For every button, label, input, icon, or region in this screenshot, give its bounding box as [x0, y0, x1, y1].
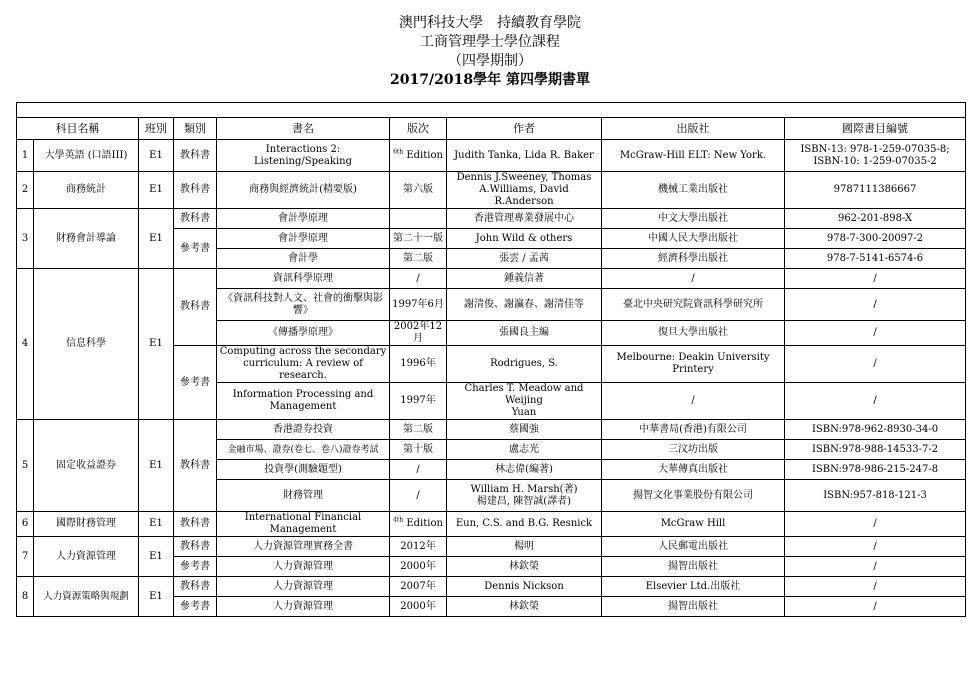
book-isbn: / — [785, 557, 966, 577]
book-publisher: 中文大學出版社 — [602, 209, 785, 229]
book-author: 林志偉(編著) — [447, 460, 602, 480]
book-title: 人力資源管理 — [217, 557, 390, 577]
book-edition: 2002年12月 — [390, 321, 447, 346]
book-publisher: / — [602, 383, 785, 420]
isbn-10: ISBN-10: 1-259-07035-2 — [813, 155, 937, 167]
row-number: 3 — [17, 209, 34, 269]
book-edition: / — [390, 480, 447, 512]
subject-name: 信息科學 — [34, 269, 139, 420]
title-line: Computing across the secondary — [219, 346, 387, 357]
book-edition: 第二十一版 — [390, 229, 447, 249]
book-isbn: 9787111386667 — [785, 172, 966, 209]
book-publisher: 經濟科學出版社 — [602, 249, 785, 269]
book-title: 會計學原理 — [217, 229, 390, 249]
book-type: 教科書 — [174, 209, 217, 229]
book-publisher: / — [602, 269, 785, 289]
book-publisher: 人民郵電出版社 — [602, 537, 785, 557]
book-edition: 1996年 — [390, 346, 447, 383]
book-edition — [390, 512, 447, 537]
book-author: 鍾義信著 — [447, 269, 602, 289]
author-line: Yuan — [511, 407, 537, 418]
table-header-row — [17, 118, 966, 140]
edition-label: Edition — [403, 149, 443, 161]
book-publisher: 中國人民大學出版社 — [602, 229, 785, 249]
book-author: 楊明 — [447, 537, 602, 557]
row-number: 7 — [17, 537, 34, 577]
book-edition: 2000年 — [390, 597, 447, 617]
table-row — [17, 512, 966, 537]
book-author: Eun, C.S. and B.G. Resnick — [447, 512, 602, 537]
book-author: 盧志光 — [447, 440, 602, 460]
book-author: 謝清俊、謝瀛春、謝清佳等 — [447, 289, 602, 321]
subject-name: 人力資源管理 — [34, 537, 139, 577]
book-publisher: 復旦大學出版社 — [602, 321, 785, 346]
book-isbn: / — [785, 512, 966, 537]
book-author: Rodrigues, S. — [447, 346, 602, 383]
book-edition: / — [390, 269, 447, 289]
author-line: A.Williams, David R.Anderson — [479, 184, 569, 207]
class-code: E1 — [139, 140, 174, 172]
book-type: 參考書 — [174, 597, 217, 617]
table-row — [17, 140, 966, 172]
book-edition: 1997年6月 — [390, 289, 447, 321]
book-publisher: Melbourne: Deakin University Printery — [602, 346, 785, 383]
book-type: 教科書 — [174, 537, 217, 557]
col-edition: 版次 — [390, 118, 447, 140]
author-line: Dennis J.Sweeney, Thomas — [456, 172, 592, 183]
book-publisher: 大華傳真出版社 — [602, 460, 785, 480]
table-row — [17, 172, 966, 209]
book-edition: 2000年 — [390, 557, 447, 577]
book-author: 蔡國強 — [447, 420, 602, 440]
book-isbn: ISBN:978-986-215-247-8 — [785, 460, 966, 480]
book-edition: 第十版 — [390, 440, 447, 460]
book-title: 商務與經濟統計(精要版) — [217, 172, 390, 209]
book-title: International Financial Management — [217, 512, 390, 537]
book-isbn — [785, 140, 966, 172]
book-isbn: ISBN:978-962-8930-34-0 — [785, 420, 966, 440]
book-edition: 1997年 — [390, 383, 447, 420]
isbn-13: ISBN-13: 978-1-259-07035-8; — [800, 143, 950, 155]
author-line: 楊建昌, 陳智誠(譯者) — [476, 495, 572, 507]
book-isbn: 978-7-5141-6574-6 — [785, 249, 966, 269]
title-line: Management — [269, 401, 337, 412]
table-row — [17, 420, 966, 440]
book-title: 香港證券投資 — [217, 420, 390, 440]
book-title — [217, 383, 390, 420]
book-title: 《傳播學原理》 — [217, 321, 390, 346]
class-code: E1 — [139, 209, 174, 269]
book-edition: 第二版 — [390, 249, 447, 269]
book-type: 教科書 — [174, 140, 217, 172]
book-isbn: / — [785, 577, 966, 597]
book-edition — [390, 140, 447, 172]
row-number: 2 — [17, 172, 34, 209]
col-title: 書名 — [217, 118, 390, 140]
book-title: 人力資源管理實務全書 — [217, 537, 390, 557]
book-author: John Wild & others — [447, 229, 602, 249]
book-type: 教科書 — [174, 172, 217, 209]
row-number: 5 — [17, 420, 34, 512]
book-edition: 第六版 — [390, 172, 447, 209]
book-title: Interactions 2: Listening/Speaking — [217, 140, 390, 172]
book-isbn: / — [785, 321, 966, 346]
edition-ordinal: 6th — [393, 148, 404, 156]
blank-row — [17, 103, 966, 118]
book-type: 參考書 — [174, 229, 217, 269]
col-type: 類別 — [174, 118, 217, 140]
document-header — [0, 14, 980, 90]
book-type: 參考書 — [174, 346, 217, 420]
col-subject: 科目名稱 — [17, 118, 139, 140]
book-title: 投資學(測驗題型) — [217, 460, 390, 480]
book-isbn: / — [785, 269, 966, 289]
subject-name: 國際財務管理 — [34, 512, 139, 537]
book-publisher: 揚智出版社 — [602, 557, 785, 577]
book-edition: 2012年 — [390, 537, 447, 557]
book-author — [447, 383, 602, 420]
subject-name: 大學英語 (口語III) — [34, 140, 139, 172]
book-edition: 第二版 — [390, 420, 447, 440]
book-type: 教科書 — [174, 577, 217, 597]
class-code: E1 — [139, 577, 174, 617]
author-line: William H. Marsh(著) — [470, 483, 578, 495]
book-isbn: ISBN:957-818-121-3 — [785, 480, 966, 512]
book-isbn: 962-201-898-X — [785, 209, 966, 229]
row-number: 8 — [17, 577, 34, 617]
author-line: Charles T. Meadow and Weijing — [464, 383, 584, 406]
row-number: 4 — [17, 269, 34, 420]
table-row — [17, 269, 966, 289]
book-title: 《資訊科技對人文、社會的衝擊與影響》 — [217, 289, 390, 321]
book-title: 資訊科學原理 — [217, 269, 390, 289]
program-subtitle: （四學期制） — [448, 53, 532, 69]
program-title: 工商管理學士學位課程 — [420, 34, 560, 50]
book-author: Judith Tanka, Lida R. Baker — [447, 140, 602, 172]
edition-label: Edition — [403, 518, 443, 529]
book-isbn: / — [785, 597, 966, 617]
book-title: 財務管理 — [217, 480, 390, 512]
book-title: 會計學原理 — [217, 209, 390, 229]
class-code: E1 — [139, 269, 174, 420]
book-isbn: / — [785, 346, 966, 383]
edition-ordinal: 4th — [393, 516, 404, 524]
booklist-title: 2017/2018學年 第四學期書單 — [390, 72, 590, 88]
book-publisher: 中華書局(香港)有限公司 — [602, 420, 785, 440]
subject-name: 商務統計 — [34, 172, 139, 209]
booklist-table — [16, 102, 966, 617]
book-author: 林欽榮 — [447, 597, 602, 617]
book-author: Dennis Nickson — [447, 577, 602, 597]
book-publisher: 三汶坊出版 — [602, 440, 785, 460]
book-type: 教科書 — [174, 269, 217, 346]
book-publisher: McGraw Hill — [602, 512, 785, 537]
book-title: 會計學 — [217, 249, 390, 269]
book-type: 參考書 — [174, 557, 217, 577]
book-publisher: 臺北中央研究院資訊科學研究所 — [602, 289, 785, 321]
book-author — [447, 172, 602, 209]
col-author: 作者 — [447, 118, 602, 140]
book-publisher: 揚智出版社 — [602, 597, 785, 617]
book-edition: / — [390, 460, 447, 480]
book-author: 張國良主編 — [447, 321, 602, 346]
book-type: 教科書 — [174, 420, 217, 512]
book-isbn: ISBN:978-988-14533-7-2 — [785, 440, 966, 460]
book-title — [217, 346, 390, 383]
book-type: 教科書 — [174, 512, 217, 537]
table-row — [17, 209, 966, 229]
subject-name: 財務會計導論 — [34, 209, 139, 269]
title-line: curriculum: A review of research. — [243, 358, 363, 381]
class-code: E1 — [139, 537, 174, 577]
book-publisher: 機械工業出版社 — [602, 172, 785, 209]
book-publisher: McGraw-Hill ELT: New York. — [602, 140, 785, 172]
book-title: 人力資源管理 — [217, 577, 390, 597]
book-author: 香港管理專業發展中心 — [447, 209, 602, 229]
book-author: 張雲 / 孟茜 — [447, 249, 602, 269]
book-isbn: / — [785, 383, 966, 420]
class-code: E1 — [139, 512, 174, 537]
book-edition — [390, 209, 447, 229]
row-number: 6 — [17, 512, 34, 537]
table-row — [17, 537, 966, 557]
book-title: 人力資源管理 — [217, 597, 390, 617]
class-code: E1 — [139, 420, 174, 512]
book-author — [447, 480, 602, 512]
book-isbn: 978-7-300-20097-2 — [785, 229, 966, 249]
book-author: 林欽榮 — [447, 557, 602, 577]
class-code: E1 — [139, 172, 174, 209]
title-line: Information Processing and — [232, 389, 374, 400]
col-class: 班別 — [139, 118, 174, 140]
subject-name: 人力資源策略與規劃 — [34, 577, 139, 617]
book-title: 金融市場、證券(卷七、卷八)證券考試 — [217, 440, 390, 460]
institution-title: 澳門科技大學 持續教育學院 — [399, 15, 581, 31]
col-isbn: 國際書目編號 — [785, 118, 966, 140]
book-edition: 2007年 — [390, 577, 447, 597]
table-row — [17, 577, 966, 597]
col-publisher: 出版社 — [602, 118, 785, 140]
book-isbn: / — [785, 289, 966, 321]
book-isbn: / — [785, 537, 966, 557]
book-publisher: Elsevier Ltd.出版社 — [602, 577, 785, 597]
subject-name: 固定收益證券 — [34, 420, 139, 512]
row-number: 1 — [17, 140, 34, 172]
book-publisher: 揚智文化事業股份有限公司 — [602, 480, 785, 512]
